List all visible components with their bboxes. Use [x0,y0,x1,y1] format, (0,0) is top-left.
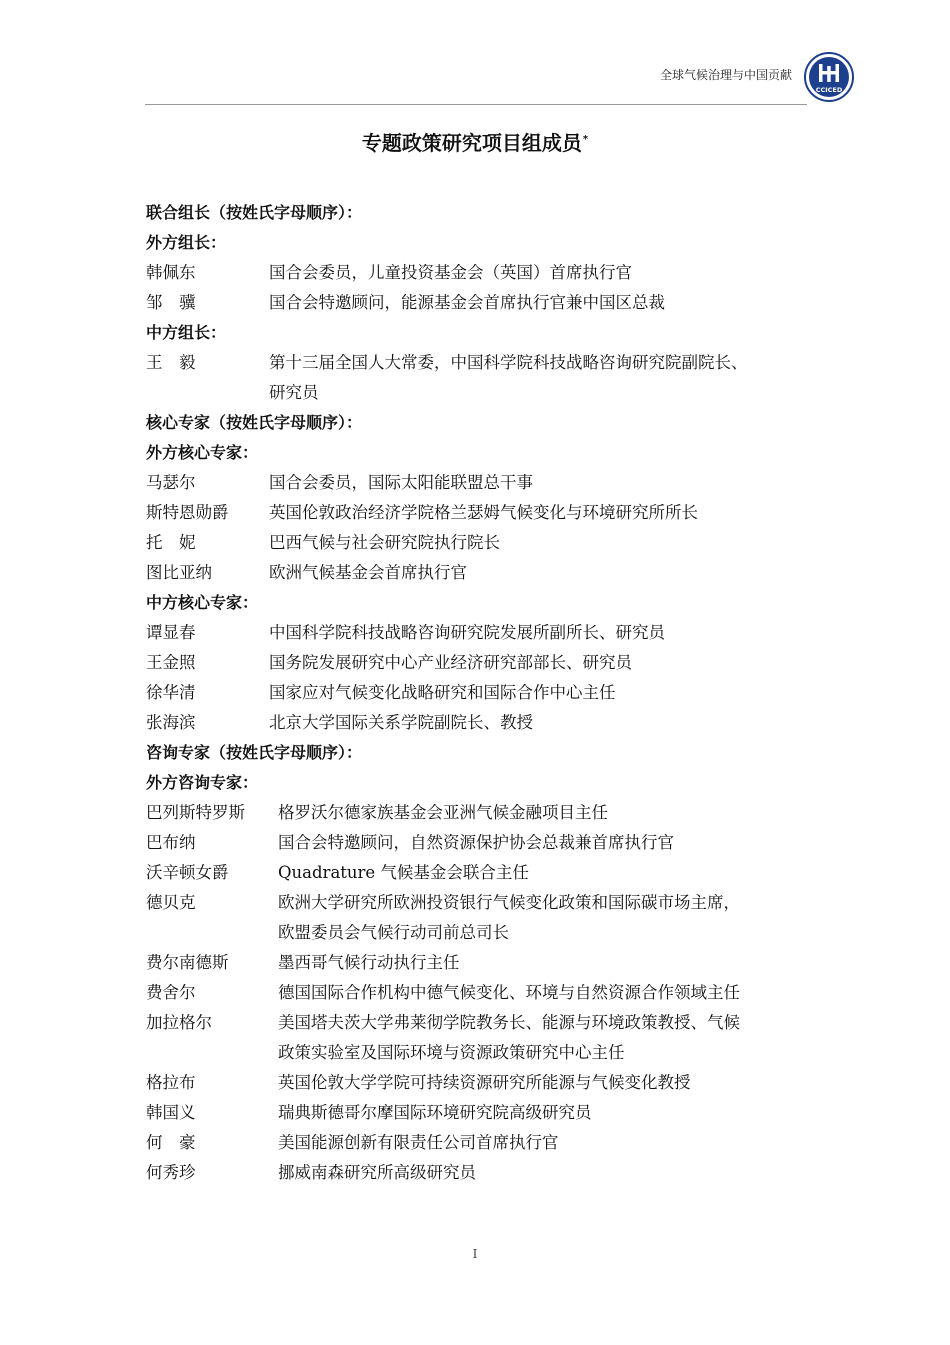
member-list [146,198,816,1188]
member-title: 中国科学院科技战略咨询研究院发展所副所长、研究员 [269,623,665,642]
member-name: 韩佩东 [146,263,196,282]
member-title: 格罗沃尔德家族基金会亚洲气候金融项目主任 [278,803,608,822]
member-name: 张海滨 [146,713,196,732]
chinese-core-heading: 中方核心专家： [146,593,259,612]
member-title: 国合会特邀顾问，自然资源保护协会总裁兼首席执行官 [278,833,674,852]
member-name: 费尔南德斯 [146,953,229,972]
member-name: 王 毅 [146,353,196,372]
member-row [146,948,816,978]
member-title: 欧洲大学研究所欧洲投资银行气候变化政策和国际碳市场主席， [278,893,740,912]
page-number: I [472,1247,478,1261]
foreign-core-heading: 外方核心专家： [146,443,259,462]
member-name: 马瑟尔 [146,473,196,492]
member-row [146,1158,816,1188]
member-row [146,558,816,588]
member-title: 国家应对气候变化战略研究和国际合作中心主任 [269,683,616,702]
page-title [0,127,950,156]
member-title: 第十三届全国人大常委，中国科学院科技战略咨询研究院副院长、 [269,353,748,372]
cciced-logo [804,52,854,102]
member-row [146,618,816,648]
member-title: 国务院发展研究中心产业经济研究部部长、研究员 [269,653,632,672]
member-row [146,528,816,558]
member-name: 韩国义 [146,1103,196,1122]
member-title: 挪威南森研究所高级研究员 [278,1163,476,1182]
member-name: 斯特恩勋爵 [146,503,229,522]
member-row [146,828,816,858]
member-name: 何 豪 [146,1133,196,1152]
member-row [146,288,816,318]
member-name: 徐华清 [146,683,196,702]
core-experts-heading: 核心专家（按姓氏字母顺序）： [146,413,363,432]
member-title: 德国国际合作机构中德气候变化、环境与自然资源合作领域主任 [278,983,740,1002]
member-row [146,888,816,918]
member-row [146,978,816,1008]
chinese-leaders-heading: 中方组长： [146,323,227,342]
co-leaders-heading: 联合组长（按姓氏字母顺序）： [146,203,363,222]
member-title-continued: 政策实验室及国际环境与资源政策研究中心主任 [278,1043,625,1062]
member-name: 巴布纳 [146,833,196,852]
member-title: 北京大学国际关系学院副院长、教授 [269,713,533,732]
foreign-advisory-heading: 外方咨询专家： [146,773,259,792]
member-row [146,858,816,888]
logo-text: CCICED [815,86,843,94]
member-name: 邹 骥 [146,293,196,312]
member-row [146,498,816,528]
member-title: 巴西气候与社会研究院执行院长 [269,533,500,552]
member-name: 格拉布 [146,1073,196,1092]
member-title-continued: 研究员 [269,383,319,402]
member-name: 费舍尔 [146,983,196,1002]
member-row [146,1068,816,1098]
member-title: 英国伦敦大学学院可持续资源研究所能源与气候变化教授 [278,1073,691,1092]
member-name: 王金照 [146,653,196,672]
member-name: 加拉格尔 [146,1013,212,1032]
member-title: 英国伦敦政治经济学院格兰瑟姆气候变化与环境研究所所长 [269,503,698,522]
member-row [146,708,816,738]
member-row [146,468,816,498]
member-name: 巴列斯特罗斯 [146,803,245,822]
header-divider [145,104,807,105]
member-row [146,648,816,678]
member-name: 谭显春 [146,623,196,642]
member-row [146,1128,816,1158]
title-footnote-mark: * [582,134,589,146]
member-name: 德贝克 [146,893,196,912]
member-row [146,798,816,828]
foreign-leaders-heading: 外方组长： [146,233,227,252]
advisory-heading: 咨询专家（按姓氏字母顺序）： [146,743,363,762]
member-name: 何秀珍 [146,1163,196,1182]
member-title: 国合会委员，儿童投资基金会（英国）首席执行官 [269,263,632,282]
member-title-continued: 欧盟委员会气候行动司前总司长 [278,923,509,942]
running-header: 全球气候治理与中国贡献 [659,68,792,82]
member-row [146,678,816,708]
member-title: 瑞典斯德哥尔摩国际环境研究院高级研究员 [278,1103,592,1122]
title-text: 专题政策研究项目组成员 [361,131,582,155]
member-title: 国合会委员，国际太阳能联盟总干事 [269,473,533,492]
member-title: 美国塔夫茨大学弗莱彻学院教务长、能源与环境政策教授、气候 [278,1013,740,1032]
member-row [146,1008,816,1038]
member-title: 墨西哥气候行动执行主任 [278,953,460,972]
member-title: Quadrature 气候基金会联合主任 [278,863,529,882]
member-title: 国合会特邀顾问，能源基金会首席执行官兼中国区总裁 [269,293,665,312]
member-row [146,258,816,288]
member-title: 欧洲气候基金会首席执行官 [269,563,467,582]
member-row [146,348,816,378]
member-title: 美国能源创新有限责任公司首席执行官 [278,1133,559,1152]
member-name: 沃辛顿女爵 [146,863,229,882]
member-name: 托 妮 [146,533,196,552]
member-row [146,1098,816,1128]
member-name: 图比亚纳 [146,563,212,582]
